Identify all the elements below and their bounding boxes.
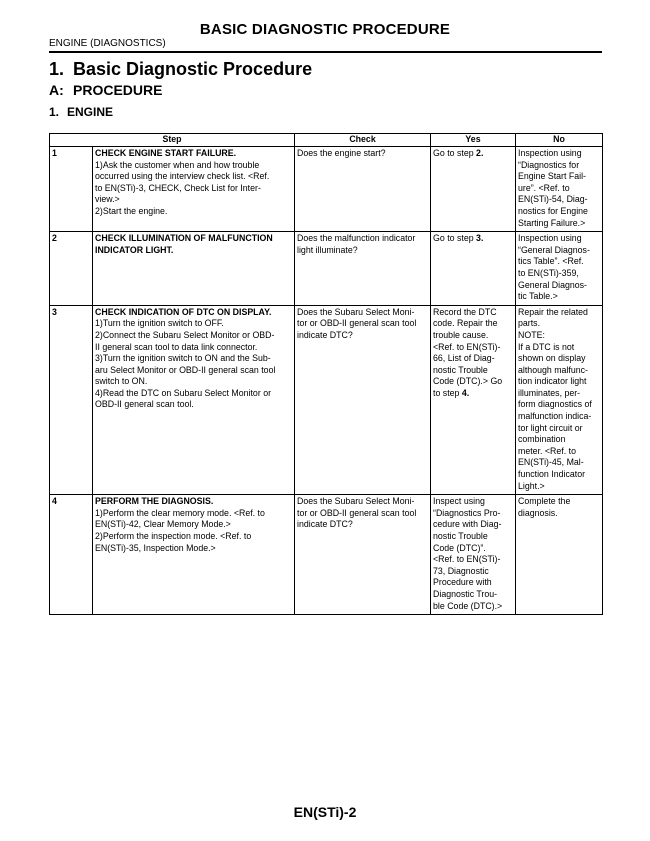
note-text: tor light circuit or	[518, 422, 583, 433]
step-instruction: 1)Perform the clear memory mode. <Ref. to	[95, 507, 265, 518]
no-text: Starting Failure.>	[518, 217, 586, 228]
note-text: function Indicator	[518, 469, 586, 480]
table-header-row	[50, 134, 603, 147]
note-text: meter. <Ref. to	[518, 445, 576, 456]
no-text: Inspection using	[518, 148, 582, 158]
table-row	[50, 232, 603, 306]
no-cell	[516, 147, 603, 232]
step-instruction: 2)Perform the inspection mode. <Ref. to	[95, 531, 252, 541]
heading-text: ENGINE	[67, 105, 114, 119]
column-header-step: Step	[50, 134, 295, 147]
next-step-number: 3.	[476, 233, 484, 244]
note-text: If a DTC is not	[518, 341, 575, 352]
yes-text: ble Code (DTC).>	[433, 600, 503, 611]
yes-text: Procedure with	[433, 577, 492, 588]
note-text: Light.>	[518, 480, 545, 491]
note-text: tion indicator light	[518, 376, 587, 387]
column-header-no: No	[516, 134, 603, 147]
check-text: tor or OBD-II general scan tool	[297, 507, 417, 518]
step-instruction: 4)Read the DTC on Subaru Select Monitor or	[95, 387, 272, 398]
header-rule	[49, 51, 602, 53]
check-text: Does the malfunction indicator	[297, 233, 416, 244]
table-row	[50, 147, 603, 232]
no-text: “Diagnostics for	[518, 159, 580, 170]
no-text: EN(STi)-54, Diag-	[518, 194, 588, 205]
yes-text: <Ref. to EN(STi)-	[433, 554, 501, 565]
no-text: Repair the related	[518, 306, 588, 317]
no-text: ure”. <Ref. to	[518, 182, 570, 193]
yes-text: nostic Trouble	[433, 364, 488, 375]
yes-text: Inspect using	[433, 496, 485, 507]
yes-text: to step	[433, 387, 462, 398]
note-text: combination	[518, 434, 566, 445]
step-instruction: 2)Start the engine.	[95, 205, 168, 216]
step-number: 4	[50, 495, 93, 615]
note-text: EN(STi)-45, Mal-	[518, 457, 584, 468]
no-text: General Diagnos-	[518, 279, 587, 290]
table-row	[50, 305, 603, 495]
no-cell	[516, 232, 603, 306]
header-title: BASIC DIAGNOSTIC PROCEDURE	[199, 21, 451, 38]
step-number: 2	[50, 232, 93, 306]
yes-cell	[431, 495, 516, 615]
step-cell	[93, 232, 295, 306]
check-text: light illuminate?	[297, 244, 358, 255]
no-text: to EN(STi)-359,	[518, 267, 579, 278]
step-instruction: OBD-II general scan tool.	[95, 399, 194, 410]
no-text: tics Table”. <Ref.	[518, 256, 584, 267]
check-cell	[295, 495, 431, 615]
next-step-number: 4.	[461, 387, 470, 398]
yes-text: Code (DTC).> Go	[433, 376, 503, 387]
step-cell	[93, 495, 295, 615]
step-instruction: switch to ON.	[95, 376, 148, 387]
step-instruction: 2)Connect the Subaru Select Monitor or OBD-	[95, 329, 275, 340]
note-text: form diagnostics of	[518, 399, 592, 410]
yes-text: Go to step	[433, 148, 477, 158]
step-instruction: aru Select Monitor or OBD-II general scan tool	[95, 364, 276, 375]
diagnostic-procedure-table	[49, 133, 603, 615]
heading-number: 1.	[49, 59, 65, 79]
check-text: Does the engine start?	[297, 148, 386, 158]
note-text: shown on display	[518, 353, 586, 364]
check-cell	[295, 232, 431, 306]
yes-text: cedure with Diag-	[433, 519, 502, 530]
heading-text: Basic Diagnostic Procedure	[73, 59, 313, 79]
yes-text: “Diagnostics Pro-	[433, 507, 501, 518]
step-cell	[93, 305, 295, 495]
column-header-check: Check	[295, 134, 431, 147]
table-row	[50, 495, 603, 615]
note-text: malfunction indica-	[518, 411, 592, 422]
no-cell	[516, 305, 603, 495]
no-text: parts.	[518, 318, 541, 329]
yes-text: 73, Diagnostic	[433, 565, 489, 576]
note-text: illuminates, per-	[518, 387, 581, 398]
note-label: NOTE:	[518, 329, 545, 340]
check-text: indicate DTC?	[297, 329, 353, 340]
yes-cell	[431, 232, 516, 306]
yes-text: Record the DTC	[433, 306, 497, 317]
step-number: 1	[50, 147, 93, 232]
step-instruction: view.>	[95, 194, 120, 205]
yes-cell	[431, 305, 516, 495]
heading-level-3	[49, 105, 113, 119]
yes-text: Diagnostic Trou-	[433, 588, 498, 599]
check-cell	[295, 147, 431, 232]
no-text: Complete the	[518, 496, 571, 507]
yes-text: nostic Trouble	[433, 531, 488, 541]
step-instruction: EN(STi)-42, Clear Memory Mode.>	[95, 519, 231, 530]
step-number: 3	[50, 305, 93, 495]
no-text: diagnosis.	[518, 507, 558, 518]
no-text: nostics for Engine	[518, 205, 588, 216]
no-text: Engine Start Fail-	[518, 171, 586, 182]
step-instruction: occurred using the interview check list. <Ref.	[95, 171, 270, 182]
step-title: CHECK ILLUMINATION OF MALFUNCTION INDICATOR LIGHT.	[95, 233, 273, 255]
yes-text: Go to step	[433, 233, 477, 244]
step-instruction: 1)Turn the ignition switch to OFF.	[95, 318, 224, 329]
heading-text: PROCEDURE	[73, 82, 163, 98]
yes-cell	[431, 147, 516, 232]
page-number: EN(STi)-2	[293, 804, 357, 820]
check-text: Does the Subaru Select Moni-	[297, 306, 415, 317]
next-step-number: 2.	[476, 148, 484, 158]
check-cell	[295, 305, 431, 495]
no-text: “General Diagnos-	[518, 244, 590, 255]
step-title: PERFORM THE DIAGNOSIS.	[95, 496, 214, 507]
section-label: ENGINE (DIAGNOSTICS)	[49, 38, 166, 49]
check-text: Does the Subaru Select Moni-	[297, 496, 415, 507]
step-instruction: 1)Ask the customer when and how trouble	[95, 159, 260, 170]
column-header-yes: Yes	[431, 134, 516, 147]
step-title: CHECK INDICATION OF DTC ON DISPLAY.	[95, 306, 272, 317]
step-instruction: EN(STi)-35, Inspection Mode.>	[95, 542, 216, 553]
step-cell	[93, 147, 295, 232]
heading-number: A:	[49, 82, 64, 98]
heading-level-1	[49, 59, 312, 80]
note-text: although malfunc-	[518, 364, 588, 375]
check-text: indicate DTC?	[297, 519, 353, 530]
step-title: CHECK ENGINE START FAILURE.	[95, 148, 237, 158]
yes-text: code. Repair the	[433, 318, 498, 329]
no-cell	[516, 495, 603, 615]
no-text: Inspection using	[518, 233, 582, 244]
no-text: tic Table.>	[518, 291, 558, 302]
step-instruction: to EN(STi)-3, CHECK, Check List for Inter-	[95, 182, 261, 193]
step-instruction: 3)Turn the ignition switch to ON and the Sub-	[95, 353, 271, 364]
heading-level-2	[49, 82, 162, 98]
step-instruction: II general scan tool to data link connector.	[95, 341, 258, 352]
heading-number: 1.	[49, 105, 60, 119]
yes-text: Code (DTC)”.	[433, 542, 486, 553]
check-text: tor or OBD-II general scan tool	[297, 318, 417, 329]
yes-text: trouble cause.	[433, 329, 489, 340]
yes-text: 66, List of Diag-	[433, 353, 495, 364]
yes-text: <Ref. to EN(STi)-	[433, 341, 501, 352]
